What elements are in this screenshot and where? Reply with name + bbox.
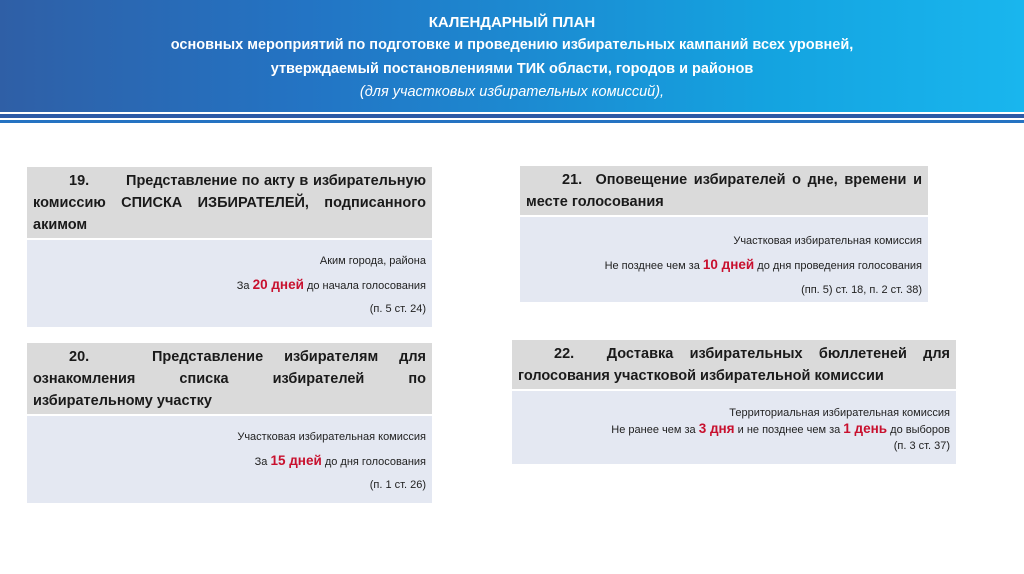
card-title: Оповещение избирателей о дне, времени и месте голосования: [526, 172, 922, 210]
responsible-body: Участковая избирательная комиссия: [733, 235, 922, 247]
card-body: [27, 416, 432, 503]
deadline-highlight: 20 дней: [252, 277, 304, 292]
law-reference: (п. 1 ст. 26): [369, 479, 426, 491]
responsible-body: Аким города, района: [319, 255, 426, 267]
responsible-body: Участковая избирательная комиссия: [237, 431, 426, 443]
card-number: 20.: [69, 349, 90, 365]
card-title: Представление по акту в избирательную комиссию СПИСКА ИЗБИРАТЕЛЕЙ, подписанного акимом: [33, 173, 426, 233]
card-body: [520, 217, 928, 302]
deadline-highlight: 10 дней: [702, 257, 755, 272]
header-banner: [0, 0, 1024, 112]
card-number: 21.: [562, 172, 583, 188]
card-title: Представление избирателям для ознакомления списка избирателей по избирательному участку: [33, 349, 426, 409]
law-reference: (п. 5 ст. 24): [369, 303, 426, 315]
card-body: [512, 391, 956, 464]
card-number: 22.: [554, 346, 575, 362]
card-number: 19.: [69, 173, 90, 189]
responsible-body: Территориальная избирательная комиссия: [729, 407, 950, 419]
deadline-text: Не ранее чем за 3 дня и не позднее чем за 1 день до выборов: [611, 421, 950, 436]
card-heading: [520, 166, 928, 217]
plan-subtitle-2: утверждаемый постановлениями ТИК области, городов и районов: [270, 61, 754, 77]
law-reference: (пп. 5) ст. 18, п. 2 ст. 38): [801, 284, 922, 296]
plan-title: КАЛЕНДАРНЫЙ ПЛАН: [428, 14, 596, 31]
card-title: Доставка избирательных бюллетеней для голосования участковой избирательной комиссии: [518, 346, 950, 384]
card-item-22: [512, 340, 956, 464]
deadline-highlight: 15 дней: [270, 453, 322, 468]
card-body: [27, 240, 432, 327]
card-item-21: [520, 166, 928, 302]
card-heading: [27, 343, 432, 416]
law-reference: (п. 3 ст. 37): [893, 440, 950, 452]
card-heading: [27, 167, 432, 240]
deadline-text: Не позднее чем за 10 дней до дня проведения голосования: [604, 257, 922, 272]
deadline-text: За 15 дней до дня голосования: [254, 453, 426, 468]
plan-subtitle-1: основных мероприятий по подготовке и проведению избирательных кампаний всех уровней,: [170, 37, 854, 53]
card-item-20: [27, 343, 432, 503]
divider-stripe: [0, 120, 1024, 123]
deadline-text: За 20 дней до начала голосования: [236, 277, 426, 292]
card-item-19: [27, 167, 432, 327]
deadline-highlight-2: 1 день: [843, 421, 888, 436]
plan-subtitle-3: (для участковых избирательных комиссий),: [359, 84, 665, 100]
deadline-highlight: 3 дня: [698, 421, 735, 436]
card-heading: [512, 340, 956, 391]
